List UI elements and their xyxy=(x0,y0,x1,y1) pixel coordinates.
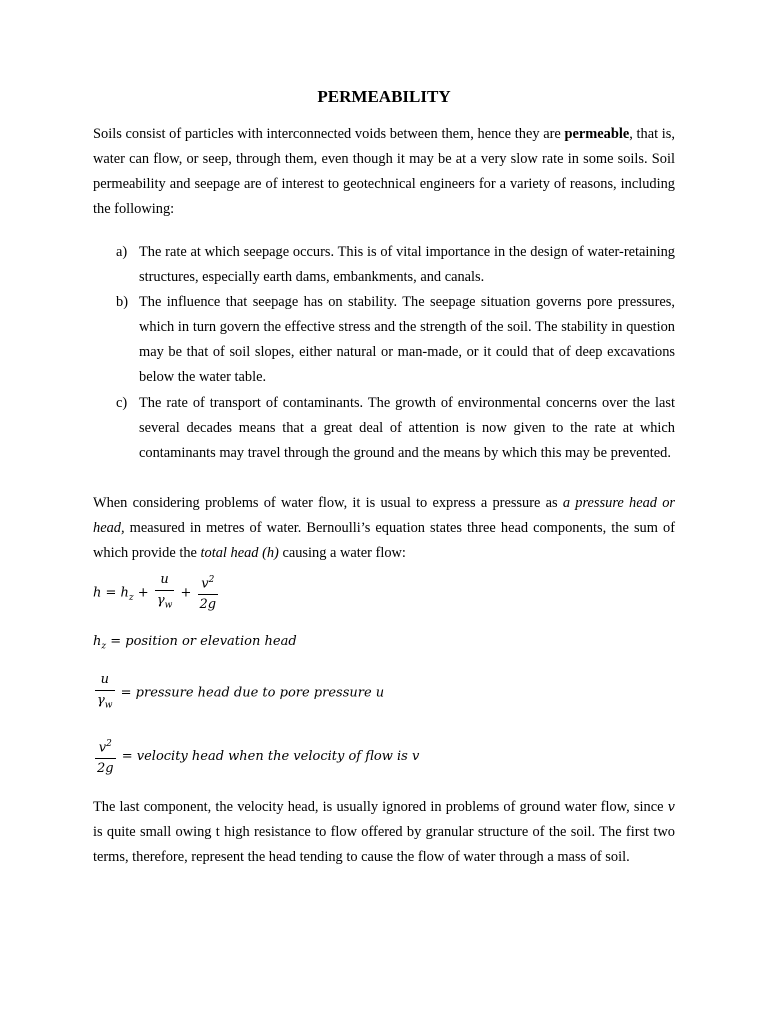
last-text-1: The last component, the velocity head, is usually ignored in problems of ground water flow, since xyxy=(93,799,668,815)
last-text-2: is quite small owing t high resistance to flow offered by granular structure of the soil. The first two terms, therefore, represent the head tending to cause the flow of water through a mass of soil. xyxy=(93,824,675,865)
list-item-text: The influence that seepage has on stability. The seepage situation governs pore pressures, which in turn govern the effective stress and the strength of the soil. The stability in question may be that of soil slopes, either natural or man-made, or it could that of deep excavations below the water table. xyxy=(139,294,675,385)
list-item-b xyxy=(116,290,675,390)
pressure-head-fraction xyxy=(155,570,175,616)
v-squared: 2 xyxy=(106,739,112,749)
head-text-1: When considering problems of water flow, it is usual to express a pressure as xyxy=(93,495,563,511)
gamma-symbol: γ xyxy=(156,593,165,608)
bernoulli-equation xyxy=(93,570,220,616)
intro-text-1: Soils consist of particles with interconnected voids between them, hence they are xyxy=(93,126,565,142)
velocity-head-fraction xyxy=(198,570,219,615)
fraction-denominator: 2g xyxy=(97,761,114,777)
equation-lhs-sub: z xyxy=(128,592,134,603)
fraction-denominator xyxy=(95,691,115,716)
definition-velocity-head xyxy=(93,734,419,779)
v-symbol: v xyxy=(98,740,107,756)
page-title: PERMEABILITY xyxy=(317,87,451,106)
v-symbol: v xyxy=(667,800,675,815)
v-symbol: v xyxy=(201,576,209,592)
def-fraction xyxy=(95,734,116,779)
def-text: = position or elevation head xyxy=(106,634,297,649)
def-symbol: h xyxy=(93,634,102,649)
def-text: = pressure head due to pore pressure u xyxy=(116,685,385,701)
fraction-numerator xyxy=(198,570,219,595)
equation-lhs: h = h xyxy=(93,585,129,601)
fraction-numerator xyxy=(95,734,116,759)
gamma-sub: w xyxy=(104,700,113,711)
def-fraction xyxy=(95,670,115,716)
fraction-denominator xyxy=(155,591,175,616)
equation-plus: + xyxy=(133,585,153,601)
list-item-text: The rate of transport of contaminants. The growth of environmental concerns over the last several decades means that a great deal of attention is now given to the rate at which contaminants may travel through the ground and the means by which this may be prevented. xyxy=(139,395,675,461)
last-paragraph xyxy=(93,795,675,870)
v-squared: 2 xyxy=(208,575,215,586)
head-text-2: measured in metres of water. Bernoulli’s equation states three head components, the sum of which provide the xyxy=(93,520,675,561)
gamma-sub: w xyxy=(164,600,173,611)
head-italic-1: a pressure head or head, xyxy=(93,495,675,536)
list-marker: a) xyxy=(116,244,128,260)
list-item-a xyxy=(116,240,675,290)
intro-bold-word: permeable xyxy=(564,126,630,142)
list-marker: b) xyxy=(116,294,128,310)
list-item-text: The rate at which seepage occurs. This is of vital importance in the design of water-retaining structures, especially earth dams, embankments, and canals. xyxy=(139,244,675,285)
head-italic-2: total head (h) xyxy=(200,545,279,561)
list-marker: c) xyxy=(116,395,128,411)
fraction-numerator: u xyxy=(95,670,115,691)
gamma-symbol: γ xyxy=(97,693,105,708)
fraction-numerator: u xyxy=(155,570,175,591)
equation-plus: + xyxy=(176,585,196,601)
fraction-denominator: 2g xyxy=(199,597,217,613)
def-text: = velocity head when the velocity of flow is v xyxy=(117,749,420,765)
intro-paragraph xyxy=(93,122,675,222)
head-paragraph xyxy=(93,491,675,566)
def-symbol-sub: z xyxy=(101,641,107,652)
definition-pressure-head xyxy=(93,670,384,716)
definition-position-head xyxy=(93,634,297,652)
intro-text-2: , that is, water can flow, or seep, through them, even though it may be at a very slow rate in some soils. Soil permeability and seepage are of interest to geotechnical engineers for a variety of reasons, including the following: xyxy=(93,126,675,217)
list-item-c xyxy=(116,391,675,466)
head-text-3: causing a water flow: xyxy=(278,545,406,561)
